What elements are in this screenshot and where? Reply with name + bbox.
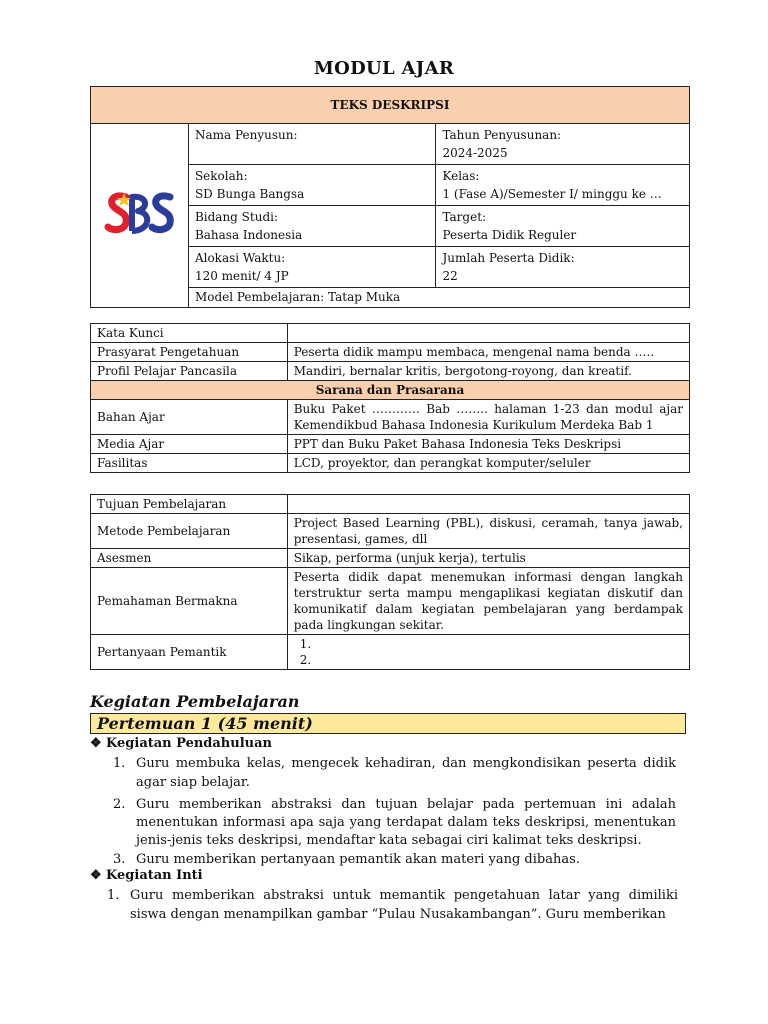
table-row <box>91 568 690 635</box>
alokasi-label: Alokasi Waktu: <box>194 251 286 265</box>
alokasi-cell <box>188 247 436 288</box>
sbs-logo-icon <box>104 187 174 239</box>
kelas-value: 1 (Fase A)/Semester I/ minggu ke … <box>442 187 662 201</box>
document-title: MODUL AJAR <box>313 58 455 79</box>
row-label: Pemahaman Bermakna <box>91 568 288 635</box>
list-number: 3. <box>113 852 126 867</box>
row-value: Peserta didik mampu membaca, mengenal nama benda ….. <box>287 343 689 362</box>
alokasi-value: 120 menit/ 4 JP <box>194 269 289 283</box>
row-value: Buku Paket ………… Bab …….. halaman 1-23 dan modul ajar Kemendikbud Bahasa Indonesia Kurikulum Merdeka Bab 1 <box>287 400 689 435</box>
kelas-label: Kelas: <box>442 169 480 183</box>
prerequisite-table <box>90 323 690 473</box>
row-value: Sikap, performa (unjuk kerja), tertulis <box>287 549 689 568</box>
list-item <box>113 796 676 850</box>
meeting-box: Pertemuan 1 (45 menit) <box>90 713 686 734</box>
sekolah-value: SD Bunga Bangsa <box>194 187 305 201</box>
identity-table <box>90 86 690 308</box>
row-value <box>287 495 689 514</box>
model-pembelajaran: Model Pembelajaran: Tatap Muka <box>188 288 689 308</box>
row-label: Fasilitas <box>91 454 288 473</box>
list-number: 2. <box>113 797 126 812</box>
row-value: Peserta didik dapat menemukan informasi dengan langkah terstruktur serta mampu mengaplikasi kegiatan diskutif dan komunikatif dalam kegiatan pembelajaran yang berdampak pada lingkungan sekitar. <box>287 568 689 635</box>
list-item <box>107 886 678 924</box>
target-value: Peserta Didik Reguler <box>442 228 577 242</box>
list-item <box>113 754 676 792</box>
list-item: 2. <box>299 653 312 667</box>
bidang-cell <box>188 206 436 247</box>
tahun-value: 2024-2025 <box>442 146 508 160</box>
jumlah-value: 22 <box>442 269 458 283</box>
kegiatan-heading: Kegiatan Pembelajaran <box>90 692 300 711</box>
table-row <box>91 549 690 568</box>
row-value <box>287 324 689 343</box>
table-row <box>91 495 690 514</box>
row-value: Project Based Learning (PBL), diskusi, ceramah, tanya jawab, presentasi, games, dll <box>287 514 689 549</box>
row-label: Media Ajar <box>91 435 288 454</box>
bidang-label: Bidang Studi: <box>194 210 279 224</box>
row-label: Metode Pembelajaran <box>91 514 288 549</box>
row-value: PPT dan Buku Paket Bahasa Indonesia Teks Deskripsi <box>287 435 689 454</box>
list-text: Guru memberikan abstraksi dan tujuan belajar pada pertemuan ini adalah menentukan informasi apa saja yang terdapat dalam teks deskripsi, menentukan jenis-jenis teks deskripsi, mendaftar kata sebagai ciri kalimat teks deskripsi. <box>136 797 676 848</box>
list-number: 1. <box>107 888 120 903</box>
table-row <box>91 400 690 435</box>
table-row <box>91 362 690 381</box>
diamond-bullet-icon: ❖ <box>90 736 102 751</box>
tahun-cell <box>436 124 690 165</box>
list-item: 1. <box>299 637 312 651</box>
list-text: Guru membuka kelas, mengecek kehadiran, dan mengkondisikan peserta didik agar siap belajar. <box>136 756 676 790</box>
inti-title: Kegiatan Inti <box>106 868 203 883</box>
jumlah-label: Jumlah Peserta Didik: <box>442 251 575 265</box>
row-value <box>287 635 689 670</box>
inti-heading <box>90 868 203 883</box>
table-row <box>91 343 690 362</box>
nama-penyusun-cell <box>188 124 436 165</box>
row-label: Prasyarat Pengetahuan <box>91 343 288 362</box>
row-label: Tujuan Pembelajaran <box>91 495 288 514</box>
sekolah-label: Sekolah: <box>194 169 248 183</box>
target-cell <box>436 206 690 247</box>
bidang-value: Bahasa Indonesia <box>194 228 303 242</box>
list-text: Guru memberikan abstraksi untuk memantik pengetahuan latar yang dimiliki siswa dengan menampilkan gambar “Pulau Nusakambangan”. Guru memberikan <box>130 888 678 922</box>
row-label: Kata Kunci <box>91 324 288 343</box>
row-label: Bahan Ajar <box>91 400 288 435</box>
row-label: Profil Pelajar Pancasila <box>91 362 288 381</box>
sarana-heading: Sarana dan Prasarana <box>91 381 690 400</box>
target-label: Target: <box>442 210 487 224</box>
pendahuluan-heading <box>90 736 272 751</box>
row-value: Mandiri, bernalar kritis, bergotong-royong, dan kreatif. <box>287 362 689 381</box>
diamond-bullet-icon: ❖ <box>90 868 102 883</box>
row-label: Pertanyaan Pemantik <box>91 635 288 670</box>
row-label: Asesmen <box>91 549 288 568</box>
table-row <box>91 514 690 549</box>
table-row <box>91 454 690 473</box>
table-row <box>91 435 690 454</box>
learning-table <box>90 494 690 670</box>
table-row <box>91 324 690 343</box>
school-logo <box>91 124 189 308</box>
tahun-label: Tahun Penyusunan: <box>442 128 562 142</box>
pendahuluan-title: Kegiatan Pendahuluan <box>106 736 272 751</box>
list-number: 1. <box>113 756 126 771</box>
sekolah-cell <box>188 165 436 206</box>
header-band: TEKS DESKRIPSI <box>91 87 690 124</box>
row-value: LCD, proyektor, dan perangkat komputer/seluler <box>287 454 689 473</box>
kelas-cell <box>436 165 690 206</box>
table-row <box>91 635 690 670</box>
nama-penyusun-label: Nama Penyusun: <box>194 128 298 142</box>
jumlah-cell <box>436 247 690 288</box>
list-text: Guru memberikan pertanyaan pemantik akan materi yang dibahas. <box>136 852 580 867</box>
list-item <box>113 850 676 869</box>
